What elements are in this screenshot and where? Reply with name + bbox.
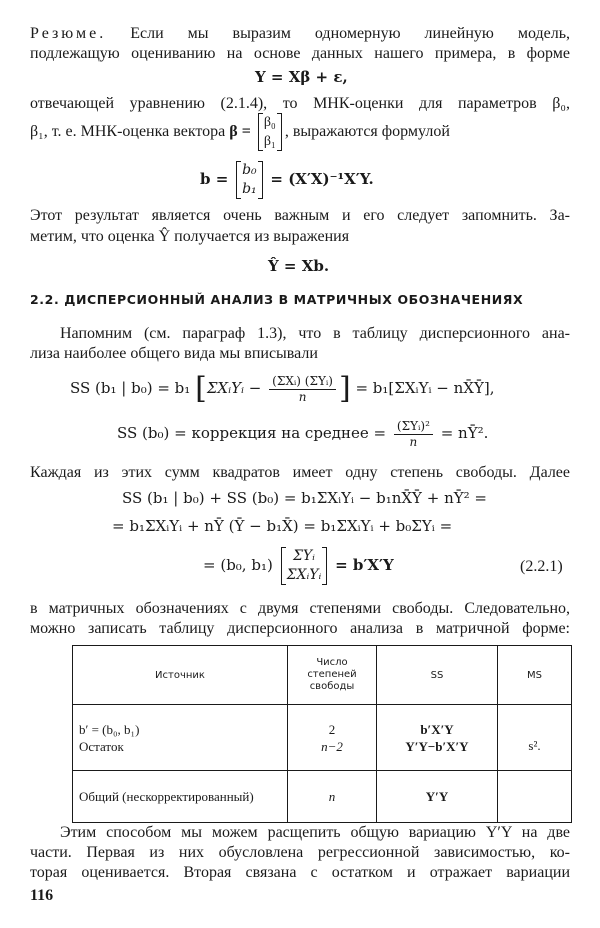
- row1-source-b: Остаток: [79, 738, 124, 754]
- row1-ss-b: Y′Y−b′X′Y: [405, 738, 469, 754]
- ss0-lhs: SS (b₀) = коррекция на среднее =: [117, 424, 387, 442]
- header-ms: MS: [498, 646, 572, 705]
- ss1-formula: [70, 368, 494, 408]
- page-number: 116: [30, 887, 54, 904]
- intro-line-4: [30, 113, 450, 151]
- anova-header-row: [73, 646, 572, 705]
- row1-df-b: n−2: [321, 738, 343, 754]
- intro-line-6: метим, что оценка Ŷ получается из выражения: [30, 228, 350, 245]
- para1-line-1: Напомним (см. параграф 1.3), что в таблицу дисперсионного ана-: [60, 325, 570, 342]
- beta-0: β₀: [263, 115, 276, 131]
- intro-line-5: Этот результат является очень важным и его следует запомнить. За-: [30, 207, 570, 224]
- b-1: b₁: [242, 181, 257, 197]
- header-source: Источник: [73, 646, 288, 705]
- ss1-rhs: = b₁[ΣXᵢYᵢ − nX̄Ȳ],: [355, 379, 495, 397]
- b-vector: [236, 161, 263, 199]
- para2-line-1: Каждая из этих сумм квадратов имеет одну степень свободы. Далее: [30, 464, 570, 481]
- intro-line-3: отвечающей уравнению (2.1.4), то МНК-оценки для параметров β₀,: [30, 95, 570, 112]
- row1-ms: [498, 705, 572, 771]
- deriv-line3-lhs: = (b₀, b₁): [203, 556, 273, 574]
- ss1-bracket-open: [: [195, 371, 207, 406]
- row2-source: Общий (нескорректированный): [73, 771, 288, 823]
- derivation-line-2: = b₁ΣXᵢYᵢ + nȲ (Ȳ − b₁X̄) = b₁ΣXᵢYᵢ + b₀ΣYᵢ =: [112, 517, 453, 535]
- para3-line-1: в матричных обозначениях с двумя степенями свободы. Следовательно,: [30, 600, 570, 617]
- deriv-line3-rhs: = b′X′Y: [335, 556, 394, 574]
- anova-row-total: [73, 771, 572, 823]
- closing-line-1: Этим способом мы можем расщепить общую вариацию Y′Y на две: [60, 824, 570, 841]
- yhat-equation: Ŷ = Xb.: [268, 257, 330, 275]
- section-heading: 2.2. ДИСПЕРСИОННЫЙ АНАЛИЗ В МАТРИЧНЫХ ОБОЗНАЧЕНИЯХ: [30, 292, 524, 307]
- row1-source-a: b′ = (b₀, b₁): [79, 721, 140, 737]
- header-df-line-2: степеней: [307, 669, 357, 680]
- closing-line-2: части. Первая из них обусловлена регрессионной зависимостью, ко-: [30, 844, 570, 861]
- row1-df-a: 2: [328, 721, 336, 737]
- ss0-frac-den: n: [409, 434, 418, 449]
- row1-ss: [377, 705, 498, 771]
- row2-ss: Y′Y: [377, 771, 498, 823]
- intro-line-1-text: Если мы выразим одномерную линейную модель,: [130, 25, 571, 42]
- model-equation: Y = Xβ + ε,: [255, 68, 348, 86]
- header-ss: SS: [377, 646, 498, 705]
- beta-1: β₁: [263, 134, 276, 150]
- ss0-rhs: = nȲ².: [440, 424, 489, 442]
- header-df-line-1: Число: [316, 657, 348, 668]
- row2-ms: [498, 771, 572, 823]
- deriv-vector-0: ΣYᵢ: [292, 548, 315, 564]
- derivation-line-1: SS (b₁ | b₀) + SS (b₀) = b₁ΣXᵢYᵢ − b₁nX̄Ȳ + nȲ² =: [122, 489, 487, 507]
- summary-word: Резюме.: [30, 25, 107, 42]
- b-lhs: b =: [200, 170, 229, 188]
- ss1-left: ΣXᵢYᵢ −: [206, 379, 262, 397]
- b-formula: [200, 157, 374, 201]
- derivation-line-3: [203, 543, 394, 587]
- closing-line-3: торая оценивается. Вторая связана с остатком и отражает вариации: [30, 864, 570, 881]
- b-0: b₀: [242, 162, 257, 178]
- row1-source: [73, 705, 288, 771]
- row1-ms-value: s².: [528, 738, 541, 753]
- ss0-fraction: [394, 419, 433, 450]
- intro-line-1: [30, 24, 570, 44]
- deriv-vector: [281, 547, 328, 585]
- para3-line-2: можно записать таблицу дисперсионного анализа в матричной форме:: [30, 620, 570, 637]
- beta-vector-lhs: β =: [229, 123, 251, 140]
- ss1-frac-num: (ΣXᵢ) (ΣYᵢ): [269, 374, 336, 390]
- ss0-frac-num: (ΣYᵢ)²: [394, 419, 433, 435]
- beta-vector: [258, 113, 282, 151]
- header-df-line-3: свободы: [309, 681, 355, 692]
- row1-ss-a: b′X′Y: [420, 721, 454, 737]
- equation-number: (2.2.1): [520, 558, 563, 575]
- intro-line-2: подлежащую оцениванию на основе данных нашего примера, в форме: [30, 45, 570, 62]
- anova-table: [72, 645, 572, 823]
- b-rhs: = (X′X)⁻¹X′Y.: [270, 170, 374, 188]
- ss1-lhs: SS (b₁ | b₀) = b₁: [70, 379, 191, 397]
- deriv-vector-1: ΣXᵢYᵢ: [286, 567, 322, 583]
- ss1-bracket-close: ]: [338, 371, 351, 406]
- para1-line-2: лиза наиболее общего вида мы вписывали: [30, 345, 318, 362]
- intro-line-4b: , выражаются формулой: [284, 123, 450, 140]
- ss1-frac-den: n: [298, 389, 307, 404]
- intro-line-4a: β₁, т. е. МНК-оценка вектора: [30, 123, 226, 140]
- row1-df: [288, 705, 377, 771]
- ss1-fraction: [269, 374, 336, 405]
- anova-row-regression: [73, 705, 572, 771]
- ss0-formula: [117, 413, 488, 453]
- header-df: [288, 646, 377, 705]
- row2-df: n: [288, 771, 377, 823]
